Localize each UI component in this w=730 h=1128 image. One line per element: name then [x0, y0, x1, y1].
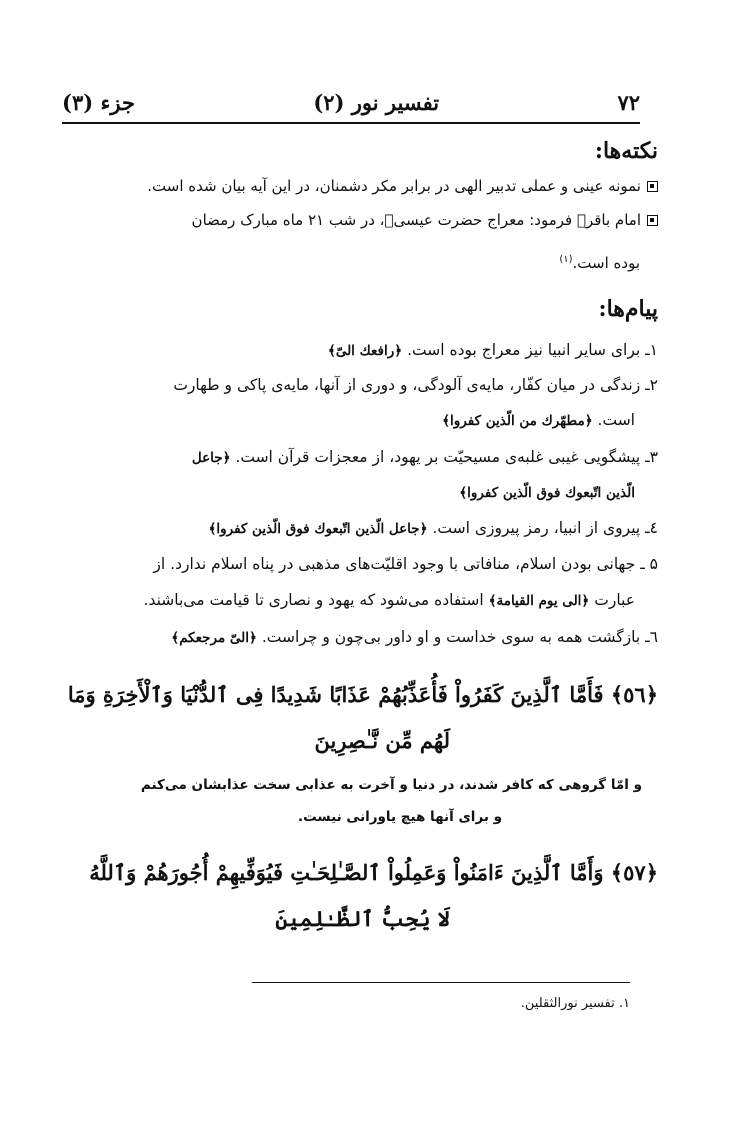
verse-56-line-2: لَهُم مِّن نَّـٰصِرِينَ [314, 728, 450, 753]
footnote-rule [252, 982, 630, 983]
square-bullet-icon [647, 215, 658, 226]
nuktaha-heading: نکته‌ها: [594, 138, 658, 164]
nuktaha-line-1: نمونه عینی و عملی تدبیر الهی در برابر مکر دشمنان، در این آیه بیان شده است. [147, 176, 658, 196]
payamha-heading: پیام‌ها: [598, 296, 658, 322]
payam-line-3: است. ﴿مطهّرك من الّذین کفروا﴾ [442, 411, 635, 429]
payam-line-9: ٦ـ بازگشت همه به سوی خداست و او داور بی‌چون و چراست. ﴿الیّ مرجعکم﴾ [171, 628, 658, 646]
footnote: ۱. تفسیر نورالثقلین. [520, 996, 630, 1011]
payam-line-7: ۵ ـ جهانی بودن اسلام، منافاتی با وجود اقلیّت‌های مذهبی در پناه اسلام ندارد. از [153, 555, 658, 573]
verse-56-line-1: ﴿٥٦﴾ فَأَمَّا ٱلَّذِينَ كَفَرُواْ فَأُعَذِّبُهُمْ عَذَابًا شَدِيدًا فِى ٱلدُّنْيَا وَٱلْأَخِرَةِ وَمَا [67, 682, 658, 707]
page-header [62, 84, 640, 120]
verse-57-line-2: لَا يُحِبُّ ٱلظَّـٰلِمِينَ [275, 906, 450, 931]
footnote-marker: (۱) [559, 254, 573, 265]
part-label: جزء (۳) [62, 89, 135, 115]
payam-line-2: ۲ـ زندگی در میان کفّار، مایه‌ی آلودگی، و دوری از آنها، مایه‌ی پاکی و طهارت [173, 376, 658, 394]
nuktaha-line-3: بوده است.$^{(۱)}$ [559, 254, 640, 272]
page-number: ۷۲ [617, 89, 640, 115]
verse-56-translation-2: و برای آنها هیچ یاورانی نیست. [297, 809, 502, 825]
payam-line-1: ۱ـ برای سایر انبیا نیز معراج بوده است. ﴿رافعك الیّ﴾ [327, 341, 658, 359]
payam-line-4: ۳ـ پیشگویی غیبی غلبه‌ی مسیحیّت بر یهود، از معجزات قرآن است. ﴿جاعل [191, 448, 658, 466]
payam-line-5: الّذین اتّبعوك فوق الّذین کفروا﴾ [459, 485, 635, 501]
header-rule [62, 122, 640, 124]
payam-line-8: عبارت ﴿الی یوم القیامة﴾ استفاده می‌شود که یهود و نصاری تا قیامت می‌باشند. [143, 591, 635, 609]
book-title: تفسیر نور (۲) [313, 89, 440, 115]
square-bullet-icon [647, 181, 658, 192]
verse-57-line-1: ﴿٥٧﴾ وَأَمَّا ٱلَّذِينَ ءَامَنُواْ وَعَمِلُواْ ٱلصَّـٰلِحَـٰتِ فَيُوَفِّيهِمْ أُجُورَهُمْ وَٱللَّهُ [89, 860, 658, 885]
nuktaha-line-2: امام باقرﷺ فرمود: معراج حضرت عیسیؑ، در شب ۲۱ ماه مبارک رمضان [192, 210, 658, 230]
verse-56-translation-1: و امّا گروهی که کافر شدند، در دنیا و آخرت به عذابی سخت عذابشان می‌کنم [140, 777, 642, 793]
payam-line-6: ٤ـ پیروی از انبیا، رمز پیروزی است. ﴿جاعل الّذین اتّبعوك فوق الّذین کفروا﴾ [208, 519, 658, 537]
